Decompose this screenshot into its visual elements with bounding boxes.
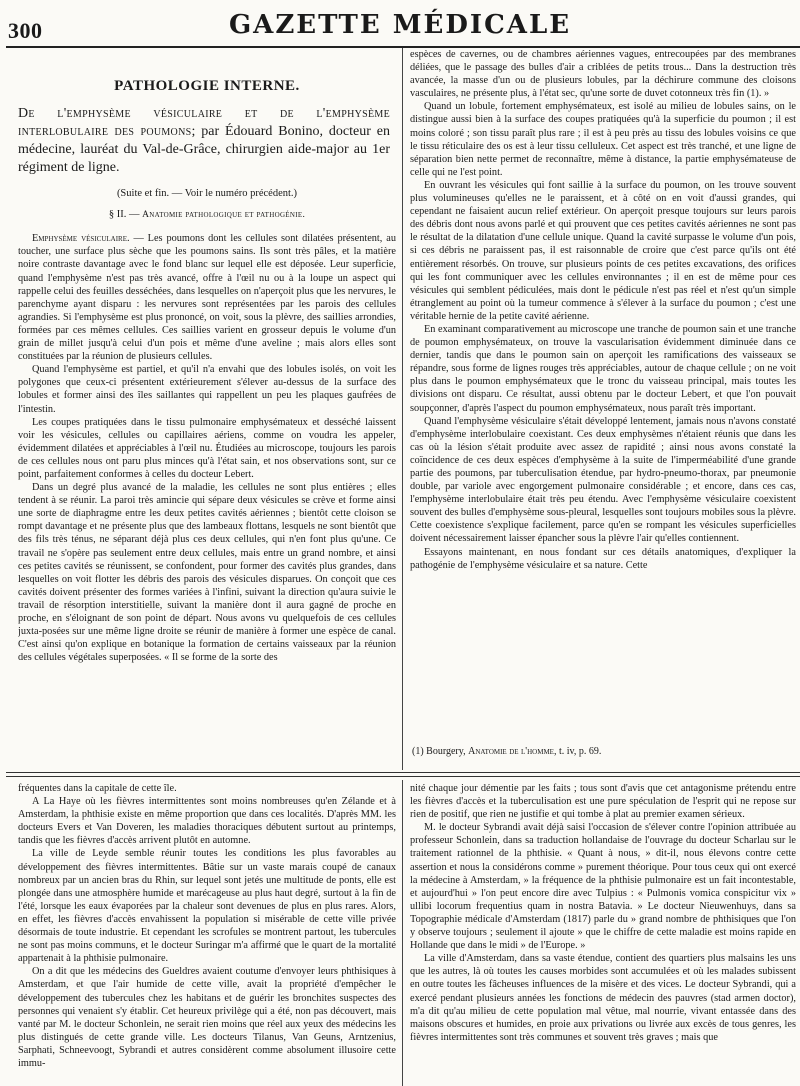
paragraph-lead: Emphysème vésiculaire. — [32, 233, 130, 245]
column-divider-bottom — [402, 780, 403, 1086]
paragraph — [18, 847, 396, 965]
article-right-column — [410, 48, 796, 764]
article-separator-rule — [6, 772, 800, 773]
paragraph — [18, 965, 396, 1070]
paragraph — [18, 782, 396, 795]
paragraph-text: Quand un lobule, fortement emphysémateux, est isolé au milieu de lobules sains, on le distingue aussi bien à la surface des coupes pratiquées qu'à la superficie du poumon ; il est moins coloré ; son tissu paraît plus rare ; il est à peu près au tissu des lobules voisins ce que le tissu réticulaire des os est à leur tissu celluleux. Cet aspect est très tranché, et une ligne de séparation bien nette permet de reconnaître, même à distance, la partie emphysémateuse de celle qui ne l'est point. — [410, 101, 796, 178]
paragraph — [410, 952, 796, 1044]
paragraph — [410, 415, 796, 546]
paragraph-text: Dans un degré plus avancé de la maladie, les cellules ne sont plus entières ; elles tendent à se réunir. La paroi très amincie qui sépare deux vésicules se crève et forme ainsi une sorte de diaphragme entre les deux petites cavités aériennes ; bientôt cette cloison se rompt davantage et ne présente plus que des lambeaux flottans, lesquels ne sont bientôt que des fils très ténus, ne séparant déjà plus ces deux cellules, qui n'en font plus qu'une. Ce travail ne s'opère pas seulement entre deux cellules, mais entre un grand nombre, et ainsi ces petites cavités se réunissent, se confondent, pour former des cavités plus grandes, dans lesquelles on voit flotter les débris des parois des vésicules disparues. On conçoit que ces cavités doivent présenter des formes variées à l'infini, suivant la direction qu'aura suivie le travail de résorption interstitielle, suivant la manière dont il aura gagné de proche en proche, en s'éloignant de son point de départ. Nous avons vu quelquefois de ces cellules juxta-posées sur une même ligne droite se réunir de manière à former une espèce de canal. C'est ainsi qu'on explique en botanique la formation de certains vaisseaux par la réunion des cellules végétales superposées. « Il se forme de la sorte des — [18, 482, 396, 664]
paragraph — [18, 363, 396, 415]
paragraph-text: En examinant comparativement au microscope une tranche de poumon sain et une tranche de poumon emphysémateux, on trouve la vascularisation évidemment diminuée dans ce dernier, tandis que dans le poumon sain on aperçoit les ramifications des vaisseaux se répandre, sous forme de lignes rouges très appréciables, autour de chaque cellule ; on ne voit plus dans le poumon emphysémateux que le tronc du vaisseau principal, mais toutes les divisions ont disparu. Ce résultat, aussi obtenu par le docteur Lebert, et que l'on pouvait soupçonner, d'après l'aspect du poumon emphysémateux, nous paraît très important. — [410, 323, 796, 414]
paragraph-text: Quand l'emphysème est partiel, et qu'il n'a envahi que des lobules isolés, on voit les polygones que ceux-ci présentent extérieurement s'élever au-dessus de la surface des lobules et former ainsi des îles saillantes qui rappellent un peu les plaques gaufrées de l'intestin. — [18, 364, 396, 415]
paragraph-text: fréquentes dans la capitale de cette île. — [18, 783, 177, 794]
article-title-main: De l'emphysème vésiculaire et de l'emphysème interlobulaire des poumons — [18, 106, 390, 140]
paragraph — [410, 48, 796, 100]
paragraph — [410, 782, 796, 821]
lower-left-body — [18, 782, 396, 1070]
paragraph-text: Les coupes pratiquées dans le tissu pulmonaire emphysémateux et desséché laissent voir les vésicules, cellules ou capillaires aériens, comme on voudra les appeler, évidemment dilatées et appréciables à l'œil nu. Étudiées au microscope, toujours les parois de ces cellules nous ont paru plus minces qu'à l'état sain, et nos observations sont, sur ce point, parfaitement conformes à celles du docteur Lebert. — [18, 416, 396, 480]
footnote-rest: , t. iv, p. 69. — [553, 746, 602, 757]
paragraph-text: Quand l'emphysème vésiculaire s'était développé lentement, jamais nous n'avons constaté d'emphysème interlobulaire coexistant. Ces deux emphysèmes n'étaient réunis que dans les cas où la lésion s'était produite avec assez de rapidité ; ainsi nous avons constaté la coïncidence de ces deux espèces d'emphysème à la suite de l'imperméabilité d'une grande partie des poumons, par tuberculisation étendue, par hydro-pneumo-thorax, par pneumonie double, par variole avec engorgement pulmonaire considérable ; et encore, dans ces cas, l'emphysème interlobulaire était très peu étendu. Avec l'emphysème vésiculaire coexistent souvent des bulles d'emphysème sous-pleural, lesquelles sont toujours mobiles sous la plèvre. Cette coexistence s'explique facilement, parce qu'en se rompant les vésicules superficielles doivent nécessairement laisser épancher sous la plèvre l'air qu'elles contiennent. — [410, 415, 796, 545]
paragraph — [18, 481, 396, 664]
paragraph-text: La ville de Leyde semble réunir toutes les conditions les plus favorables au développement des fièvres intermittentes. Bâtie sur un vaste marais coupé de canaux nombreux par un ancien bras du Rhin, sur lequel sont jetés une multitude de ponts, elle est plongée dans une atmosphère humide et marécageuse au plus haut degré, surtout à la fin de l'été, lorsque les eaux évaporées par la chaleur sont devenues de plus en plus rares. Alors, en effet, les fièvres d'accès envahissent la population si misérable de cette ville privée désormais de toute industrie. Et cependant les scrofules se montrent partout, les tubercules ne sont pas moins communs, et le docteur Suringar m'a affirmé que le quart de la mortalité appartenait à la phthisie pulmonaire. — [18, 848, 396, 965]
paragraph — [18, 416, 396, 481]
left-body — [18, 232, 396, 664]
paragraph — [410, 323, 796, 415]
paragraph — [410, 179, 796, 323]
article-left-column — [18, 48, 396, 770]
paragraph-text: M. le docteur Sybrandi avait déjà saisi l'occasion de s'élever contre l'opinion attribuée au professeur Schonlein, dans sa traduction hollandaise de l'ouvrage du docteur Scharlau sur le traitement rationnel de la phthisie. « Quant à nous, » dit-il, nous élevons contre cette assertion et nous la considérons comme » purement théorique. Pour tous ceux qui ont exercé la médecine à Amsterdam, » la fréquence de la phthisie pulmonaire est un fait incontestable, et aujourd'hui » l'on peut encore dire avec Tulpius : « Pulmonis vomica conspicitur vix » ullibi locorum frequentius quam in nostra Batavia. » Le docteur Nieuwenhuys, dans sa Topographie médicale d'Amsterdam (1817) parle du » grand nombre de phthisiques que l'on y observe toujours ; seulement il ajoute » que le chiffre de cette maladie est moins rapide en Hollande que dans le midi » de l'Europe. » — [410, 822, 796, 952]
subsection-number: § II. — — [108, 209, 140, 221]
article-separator-rule-2 — [6, 776, 800, 777]
paragraph — [410, 821, 796, 952]
paragraph — [410, 100, 796, 179]
continuation-note: (Suite et fin. — Voir le numéro précédent.) — [116, 188, 298, 200]
paragraph-text: La ville d'Amsterdam, dans sa vaste étendue, contient des quartiers plus malsains les uns que les autres, là où toutes les causes morbides sont accumulées et où les malades subissent en outre toutes les fâcheuses influences de la misère et des vices. Le docteur Sybrandi, qui a exercé pendant plusieurs années les fonctions de médecin des pauvres (stad armen doctor), m'a dit qu'au milieu de cette population mal vêtue, mal nourrie, vivant entassée dans des maisons obscures et humides, en proie aux privations ou livrée aux excès de tous genres, les fièvres intermittentes sont très communes et souvent très graves ; mais que — [410, 953, 796, 1043]
subsection-title: Anatomie pathologique et pathogénie. — [142, 210, 306, 221]
paragraph — [18, 232, 396, 363]
lower-right-body — [410, 782, 796, 1044]
page-number: 300 — [8, 18, 43, 43]
paragraph-text: On a dit que les médecins des Gueldres avaient coutume d'envoyer leurs phthisiques à Amsterdam, et que l'air humide de cette ville, avait la propriété d'empêcher le développement des tubercules chez les habitans et de guérir les bronchites suspectes des personnes qui venaient s'y établir. Cet heureux privilège qui a été, non pas découvert, mais vanté par M. le docteur Schonlein, ne serait rien moins que réel aux yeux des médecins les plus distingués de cette grande ville. Les docteurs Tilanus, Van Geuns, Arntzenius, Sarphati, Schneevoogt, Sybrandi et autres considèrent comme absolument illusoire cette immu- — [18, 966, 396, 1069]
footnote — [412, 746, 601, 757]
paragraph-text: espèces de cavernes, ou de chambres aériennes vagues, entrecoupées par des membranes déliées, que le passage des bulles d'air a criblées de petits trous... Dans la destruction très avancée, la masse d'un ou de plusieurs lobules, par la déchirure commune des cloisons vasculaires, ne présente plus, à l'état sec, qu'une sorte de duvet cotonneux très fin (1). » — [410, 49, 796, 100]
right-body — [410, 48, 796, 572]
journal-title: GAZETTE MÉDICALE — [228, 10, 572, 40]
subsection-heading — [18, 208, 396, 222]
footnote-work: Anatomie de l'homme — [468, 746, 554, 757]
lower-left-column — [18, 782, 396, 1086]
paragraph-text: En ouvrant les vésicules qui font saillie à la surface du poumon, on les trouve souvent plus volumineuses qu'elles ne le paraissent, et à côté on en voit d'aussi grandes, qui cependant ne faisaient aucun relief extérieur. On aperçoit presque toujours sur leurs parois des débris dont nous avons parlé et qui prouvent que ces petites cavités aériennes ne sont pas le résultat de la dilatation d'une cellule unique. Quand la cavité surpasse le volume d'un pois, si ces débris ne paraissent pas, il est raisonnable de croire que c'est parce qu'ils ont été entièrement résorbés. On trouve, sur plusieurs points de ces petites excavations, des orifices qui les font communiquer avec les cellules environnantes ; il en est de même pour ces vésicules qui semblent pédiculées, mais dont le pédicule n'est pas réel et n'est qu'un simple étranglement au point où la tumeur commence à s'élever à la surface du poumon ; c'est une véritable hernie de la petite cavité aérienne. — [410, 179, 796, 322]
column-divider-top — [402, 48, 403, 770]
paragraph-text: nité chaque jour démentie par les faits ; tous sont d'avis que cet antagonisme prétendu entre les fièvres d'accès et la tuberculisation est une pure spéculation de l'esprit qui ne repose sur rien de positif, que rien ne justifie et qui tombe à plat au premier examen sérieux. — [410, 783, 796, 821]
section-heading: PATHOLOGIE INTERNE. — [114, 78, 300, 94]
paragraph-text: A La Haye où les fièvres intermittentes sont moins nombreuses qu'en Zélande et à Amsterdam, la phthisie existe en même proportion que dans ces localités. D'après MM. les docteurs Evers et Van Doveren, les maladies thoraciques débutent surtout au printemps, tandis que les fièvres d'accès arrivent plutôt en automne. — [18, 796, 396, 847]
article-title — [18, 105, 390, 177]
paragraph-text: — Les poumons dont les cellules sont dilatées présentent, au toucher, une surface plus sèche que les poumons sains. Ils sont très pâles, et la matière noire contraste davantage avec le fond blanc sur lequel elle est déposée. Leur superficie, quand l'emphysème n'est pas très avancé, offre à l'œil nu ou à la loupe un aspect qui rappelle celui des feuilles desséchées, dans lesquelles on n'aperçoit plus que les nervures, le parenchyme ayant disparu : les nervures sont représentées par les parois des cellules agrandies. Si l'emphysème est plus prononcé, on voit, sous la plèvre, des saillies arrondies, formées par ces mêmes cellules. Ces saillies varient en grosseur depuis le volume d'un grain de millet jusqu'à celui d'un pois et même d'une aveline ; mais alors elles sont constituées par la réunion de plusieurs cellules. — [18, 233, 396, 363]
footnote-ref: (1) Bourgery, — [412, 746, 466, 757]
lower-right-column — [410, 782, 796, 1086]
paragraph-text: Essayons maintenant, en nous fondant sur ces détails anatomiques, d'expliquer la pathogénie de l'emphysème vésiculaire et sa nature. Cette — [410, 546, 796, 571]
paragraph — [18, 795, 396, 847]
article-title-byline: ; par Édouard Bonino, docteur en médecine, lauréat du Val-de-Grâce, chirurgien aide-major au 1er régiment de ligne. — [18, 124, 390, 176]
paragraph — [410, 546, 796, 572]
